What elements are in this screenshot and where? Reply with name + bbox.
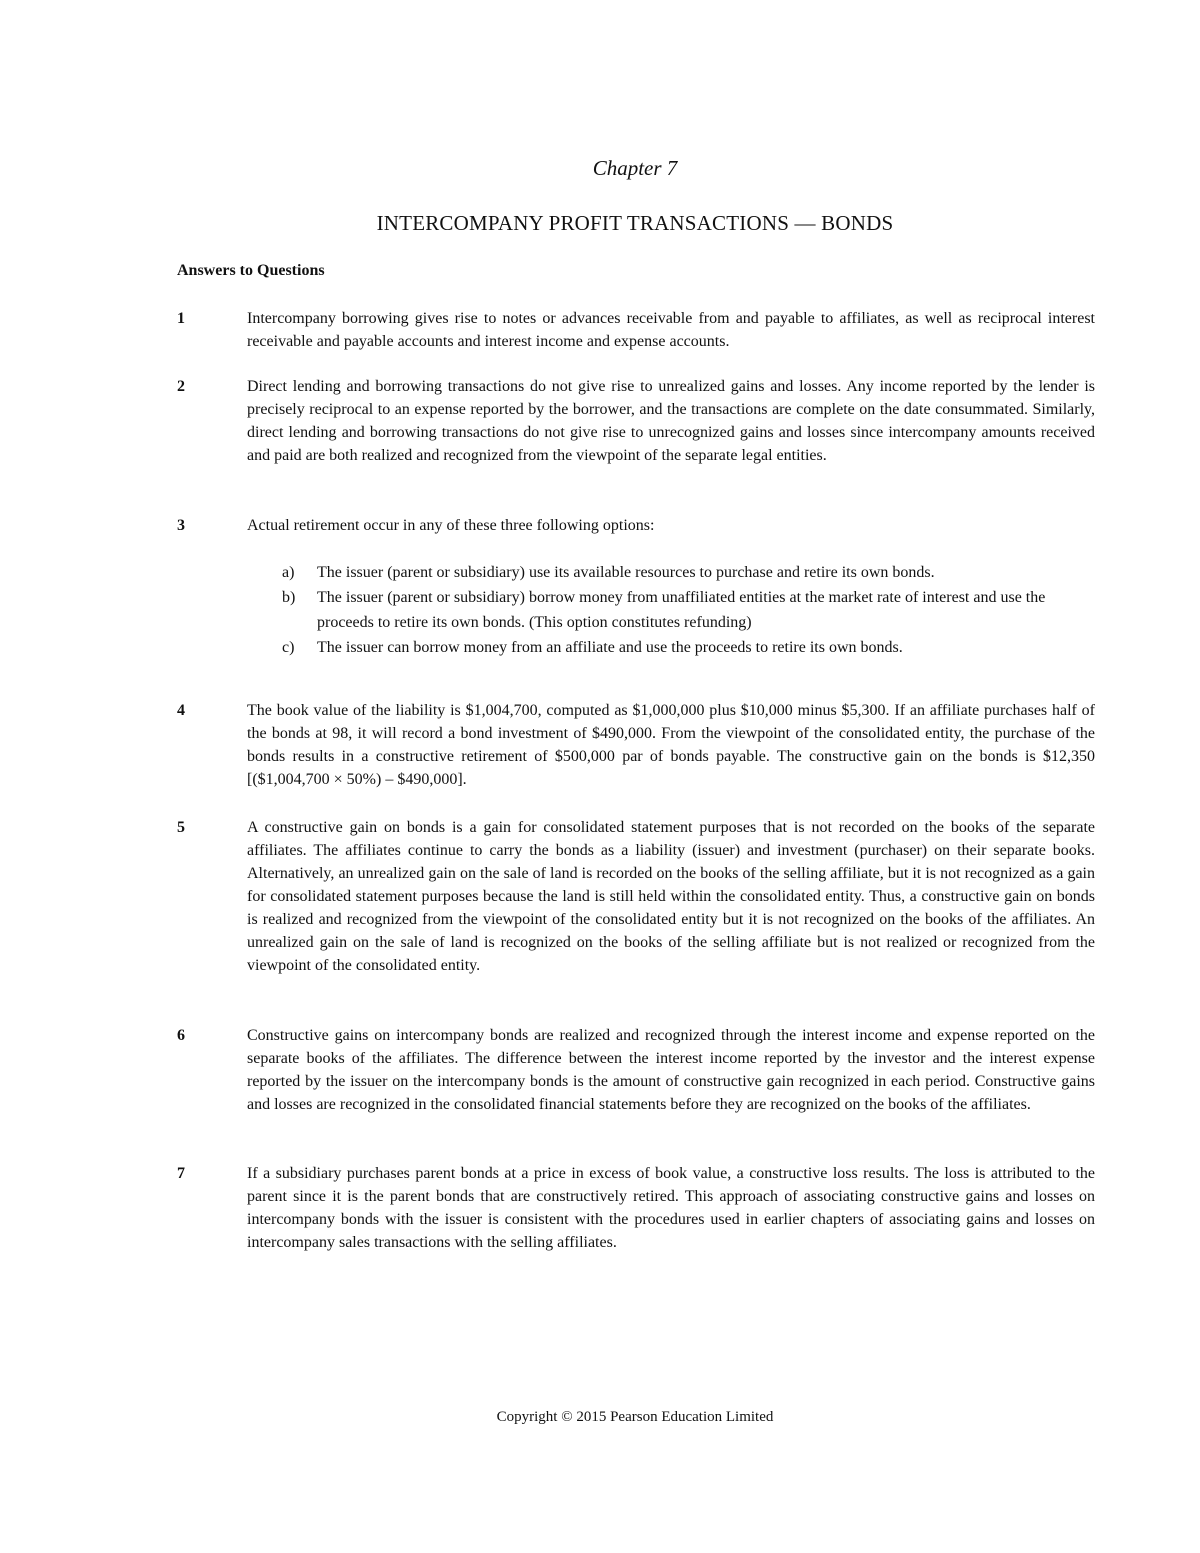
answer-number: 4 [177, 702, 185, 719]
answer-number: 3 [177, 517, 185, 534]
page-title: INTERCOMPANY PROFIT TRANSACTIONS — BONDS [376, 211, 894, 235]
answer-5 [177, 816, 1095, 977]
answer-text: Direct lending and borrowing transactions do not give rise to unrealized gains and losses. Any income reported by the lender is precisely reciprocal to an expense reported by the borrower, and the transactions are complete on the date consummated. Similarly, direct lending and borrowing transactions do not give rise to unrecognized gains and losses since intercompany amounts received and paid are both realized and recognized from the viewpoint of the separate legal entities. [247, 378, 1095, 464]
chapter-label: Chapter 7 [592, 156, 678, 180]
option-a [282, 560, 1082, 585]
option-letter: b) [282, 589, 296, 606]
answer-4 [177, 699, 1095, 791]
answer-number: 5 [177, 819, 185, 836]
option-c [282, 635, 1082, 660]
answer-6 [177, 1024, 1095, 1116]
option-text: The issuer (parent or subsidiary) borrow money from unaffiliated entities at the market rate of interest and use the proceeds to retire its own bonds. (This option constitutes refunding) [317, 589, 1046, 631]
answer-text: If a subsidiary purchases parent bonds at a price in excess of book value, a constructive loss results. The loss is attributed to the parent since it is the parent bonds that are constructively retired. This approach of associating constructive gains and losses on intercompany bonds with the issuer is consistent with the procedures used in earlier chapters of associating gains and losses on intercompany sales transactions with the selling affiliates. [247, 1165, 1095, 1251]
answer-3 [177, 514, 1095, 537]
copyright-footer: Copyright © 2015 Pearson Education Limited [496, 1409, 774, 1425]
answer-text: Constructive gains on intercompany bonds are realized and recognized through the interest income and expense reported on the separate books of the affiliates. The difference between the interest income reported by the investor and the interest expense reported by the issuer on the intercompany bonds is the amount of constructive gain recognized in each period. Constructive gains and losses are recognized in the consolidated financial statements before they are recognized on the books of the affiliates. [247, 1027, 1095, 1113]
answer-text: The book value of the liability is $1,004,700, computed as $1,000,000 plus $10,000 minus $5,300. If an affiliate purchases half of the bonds at 98, it will record a bond investment of $490,000. From the viewpoint of the consolidated entity, the purchase of the bonds results in a constructive retirement of $500,000 par of bonds payable. The constructive gain on the bonds is $12,350 [($1,004,700 × 50%) – $490,000]. [247, 702, 1095, 788]
answer-text: A constructive gain on bonds is a gain for consolidated statement purposes that is not recorded on the books of the separate affiliates. The affiliates continue to carry the bonds as a liability (issuer) and investment (purchaser) on their separate books. Alternatively, an unrealized gain on the sale of land is recorded on the books of the selling affiliate, but it is not recognized as a gain for consolidated statement purposes because the land is still held within the consolidated entity. Thus, a constructive gain on bonds is realized and recognized from the viewpoint of the consolidated entity but it is not recognized on the books of the affiliates. An unrealized gain on the sale of land is recognized on the books of the selling affiliate but is not realized or recognized from the viewpoint of the consolidated entity. [247, 819, 1095, 974]
option-b [282, 585, 1082, 635]
section-heading: Answers to Questions [177, 262, 325, 279]
answer-number: 7 [177, 1165, 185, 1182]
answer-text: Intercompany borrowing gives rise to notes or advances receivable from and payable to affiliates, as well as reciprocal interest receivable and payable accounts and interest income and expense accounts. [247, 310, 1095, 350]
option-letter: c) [282, 639, 295, 656]
answer-2 [177, 375, 1095, 467]
answer-7 [177, 1162, 1095, 1254]
answer-3-options [282, 560, 1082, 660]
option-text: The issuer can borrow money from an affiliate and use the proceeds to retire its own bonds. [317, 639, 903, 656]
answer-number: 2 [177, 378, 185, 395]
option-letter: a) [282, 564, 295, 581]
option-text: The issuer (parent or subsidiary) use its available resources to purchase and retire its own bonds. [317, 564, 935, 581]
answer-text: Actual retirement occur in any of these three following options: [247, 517, 655, 534]
answer-1 [177, 307, 1095, 353]
answer-number: 6 [177, 1027, 185, 1044]
answer-number: 1 [177, 310, 185, 327]
